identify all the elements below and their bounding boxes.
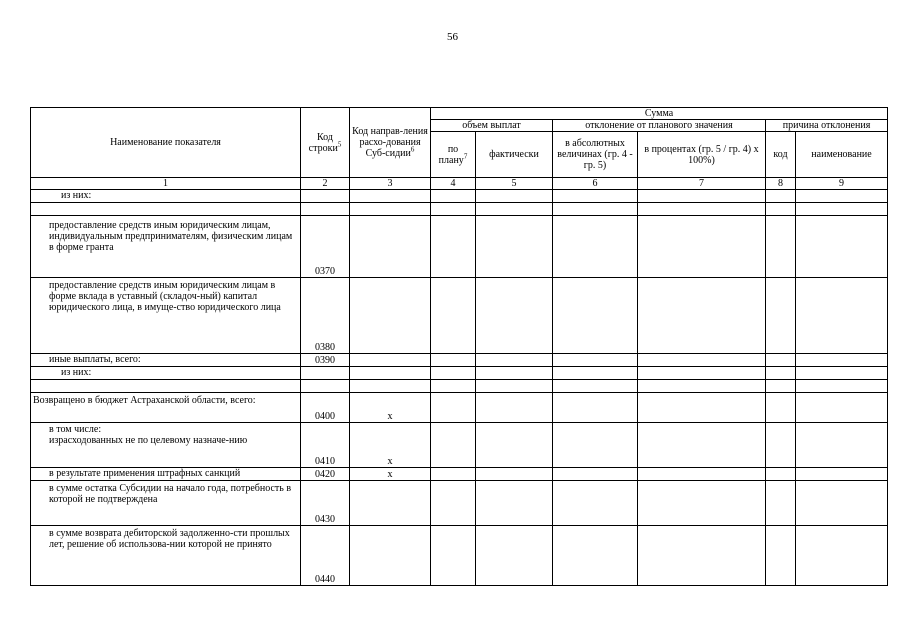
table-row	[31, 526, 888, 586]
table-row	[31, 216, 888, 278]
row-code	[301, 367, 350, 380]
row-code: 0430	[301, 481, 350, 526]
header-volume: объем выплат	[431, 120, 553, 132]
header-reason-code: код	[766, 132, 796, 178]
row-code: 0420	[301, 468, 350, 481]
row-name: предоставление средств иным юридическим лицам, индивидуальным предпринимателям, физическим лицам в форме гранта	[31, 216, 301, 278]
header-code: Код строки$^5$	[301, 108, 350, 178]
row-direction	[350, 216, 431, 278]
row-direction	[350, 354, 431, 367]
row-direction: х	[350, 393, 431, 423]
column-number: 2	[301, 178, 350, 190]
row-name	[31, 203, 301, 216]
row-code: 0410	[301, 423, 350, 468]
column-number: 9	[796, 178, 888, 190]
header-direction: Код направ-ления расхо-дования Суб-сидии$^6$	[350, 108, 431, 178]
row-name: Возвращено в бюджет Астраханской области, всего:	[31, 393, 301, 423]
header-name: Наименование показателя	[31, 108, 301, 178]
row-direction	[350, 278, 431, 354]
row-name: в сумме остатка Субсидии на начало года, потребность в которой не подтверждена	[31, 481, 301, 526]
column-number: 3	[350, 178, 431, 190]
row-name: из них:	[31, 190, 301, 203]
row-direction	[350, 203, 431, 216]
report-table	[30, 107, 888, 586]
row-name	[31, 423, 301, 468]
row-name: в результате применения штрафных санкций	[31, 468, 301, 481]
column-number: 6	[553, 178, 638, 190]
row-direction	[350, 526, 431, 586]
row-name: в сумме возврата дебиторской задолженно-сти прошлых лет, решение об использова-нии которой не принято	[31, 526, 301, 586]
table-row	[31, 393, 888, 423]
row-direction	[350, 190, 431, 203]
row-code: 0400	[301, 393, 350, 423]
column-number: 5	[476, 178, 553, 190]
table-row	[31, 367, 888, 380]
header-plan: по плану$^7$	[431, 132, 476, 178]
row-code	[301, 190, 350, 203]
table-row	[31, 190, 888, 203]
row-code: 0370	[301, 216, 350, 278]
column-number: 1	[31, 178, 301, 190]
column-number: 8	[766, 178, 796, 190]
row-name-text: израсходованных не по целевому назначе-нию	[49, 435, 248, 446]
table-row	[31, 481, 888, 526]
column-number: 7	[638, 178, 766, 190]
row-name-prefix: в том числе:	[49, 424, 102, 435]
row-direction	[350, 380, 431, 393]
header-reason-name: наименование	[796, 132, 888, 178]
row-code: 0380	[301, 278, 350, 354]
table-row	[31, 203, 888, 216]
table-row	[31, 468, 888, 481]
header-percent: в процентах (гр. 5 / гр. 4) х 100%)	[638, 132, 766, 178]
header-reason: причина отклонения	[766, 120, 888, 132]
table-row	[31, 380, 888, 393]
header-fact: фактически	[476, 132, 553, 178]
row-direction	[350, 367, 431, 380]
table-row	[31, 354, 888, 367]
table-row	[31, 278, 888, 354]
row-code	[301, 380, 350, 393]
page-number: 56	[447, 31, 458, 43]
row-code: 0440	[301, 526, 350, 586]
row-direction	[350, 481, 431, 526]
row-code	[301, 203, 350, 216]
row-name: из них:	[31, 367, 301, 380]
row-code: 0390	[301, 354, 350, 367]
row-direction: х	[350, 423, 431, 468]
column-number: 4	[431, 178, 476, 190]
header-absolute: в абсолютных величинах (гр. 4 - гр. 5)	[553, 132, 638, 178]
row-name	[31, 380, 301, 393]
table-row	[31, 423, 888, 468]
row-name: иные выплаты, всего:	[31, 354, 301, 367]
header-sum: Сумма	[431, 108, 888, 120]
header-deviation: отклонение от планового значения	[553, 120, 766, 132]
row-direction: х	[350, 468, 431, 481]
row-name: предоставление средств иным юридическим лицам в форме вклада в уставный (складоч-ный) капитал юридического лица, в имуще-ство юридического лица	[31, 278, 301, 354]
